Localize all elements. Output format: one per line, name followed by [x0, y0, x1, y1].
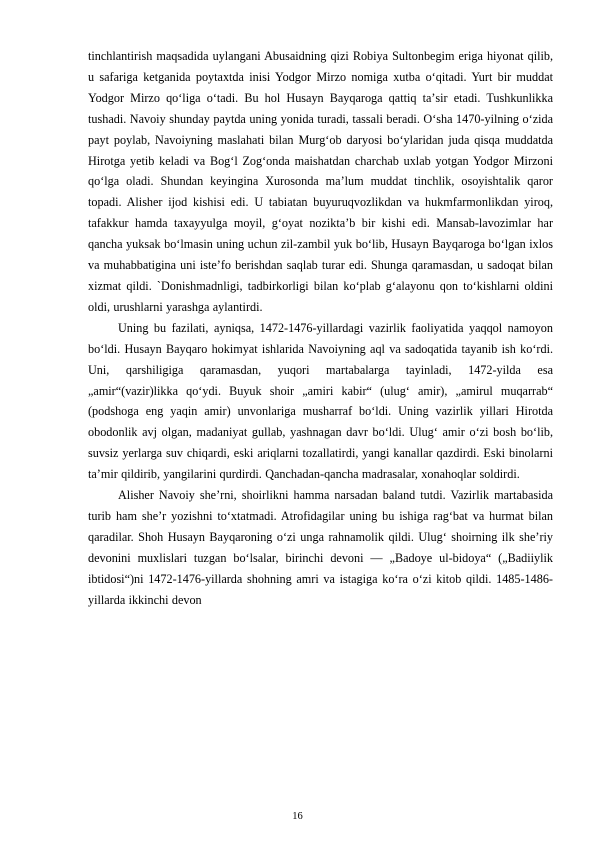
- body-text: [88, 46, 553, 610]
- page-number: 16: [292, 811, 303, 822]
- paragraph-2: Uning bu fazilati, ayniqsa, 1472-1476-yillardagi vazirlik faoliyatida yaqqol namoyon boʻldi. Husayn Bayqaro hokimyat ishlarida Navoiyning aql va sadoqatida tayanib ish koʻrdi. Uni, qarshiligiga qaramasdan, yuqori martabalarga tayinladi, 1472-yilda esa „amir“(vazir)likka qoʻydi. Buyuk shoir „amiri kabir“ (ulugʻ amir), „amirul muqarrab“ (podshoga eng yaqin amir) unvonlariga musharraf boʻldi. Uning vazirlik yillari Hirotda obodonlik avj olgan, madaniyat gullab, yashnagan davr boʻldi. Ulugʻ amir oʻzi bosh boʻlib, suvsiz yerlarga suv chiqardi, eski ariqlarni tozallatirdi, yangi kanallar qazdirdi. Eski binolarni taʼmir qildirib, yangilarini qurdirdi. Qanchadan-qancha madrasalar, xonahoqlar soldirdi.: [88, 320, 553, 482]
- paragraph-3: Alisher Navoiy sheʼrni, shoirlikni hamma narsadan baland tutdi. Vazirlik martabasida turib ham sheʼr yozishni toʻxtatmadi. Atrofidagilar uning bu ishiga ragʻbat va hurmat bilan qaradilar. Shoh Husayn Bayqaroning oʻzi unga rahnamolik qildi. Ulugʻ shoirning ilk sheʼriy devonini muxlislari tuzgan boʻlsalar, birinchi devoni — „Badoye ul-bidoya“ („Badiiylik ibtidosi“)ni 1472-1476-yillarda shohning amri va istagiga koʻra oʻzi kitob qildi. 1485-1486-yillarda ikkinchi devon: [88, 488, 553, 607]
- paragraph-1: tinchlantirish maqsadida uylangani Abusaidning qizi Robiya Sultonbegim eriga hiyonat qilib, u safariga ketganida poytaxtda inisi Yodgor Mirzo nomiga xutba oʻqitadi. Yurt bir muddat Yodgor Mirzo qoʻliga oʻtadi. Bu hol Husayn Bayqaroga qattiq taʼsir etadi. Tushkunlikka tushadi. Navoiy shunday paytda uning yonida turadi, tassali beradi. Oʻsha 1470-yilning oʻzida payt poylab, Navoiyning maslahati bilan Murgʻob daryosi boʻylaridan juda qisqa muddatda Hirotga yetib keladi va Bogʻl Zogʻonda maishatdan charchab uxlab yotgan Yodgor Mirzoni qoʻlga oladi. Shundan keyingina Xurosonda maʼlum muddat tinchlik, osoyishtalik qaror topadi. Alisher ijod kishisi edi. U tabiatan buyuruqvozlikdan va hukmfarmonlikdan yiroq, tafakkur hamda taxayyulga moyil, gʻoyat noziktaʼb bir kishi edi. Mansab-lavozimlar har qancha yuksak boʻlmasin uning uchun zil-zambil yuk boʻlib, Husayn Bayqaroga boʻlgan ixlos va muhabbatigina uni isteʼfo berishdan saqlab turar edi. Shunga qaramasdan, u sadoqat bilan xizmat qildi. `Donishmadnligi, tadbirkorligi bilan koʻplab gʻalayonu qon toʻkishlarni oldini oldi, urushlarni yarashga aylantirdi.: [88, 49, 553, 314]
